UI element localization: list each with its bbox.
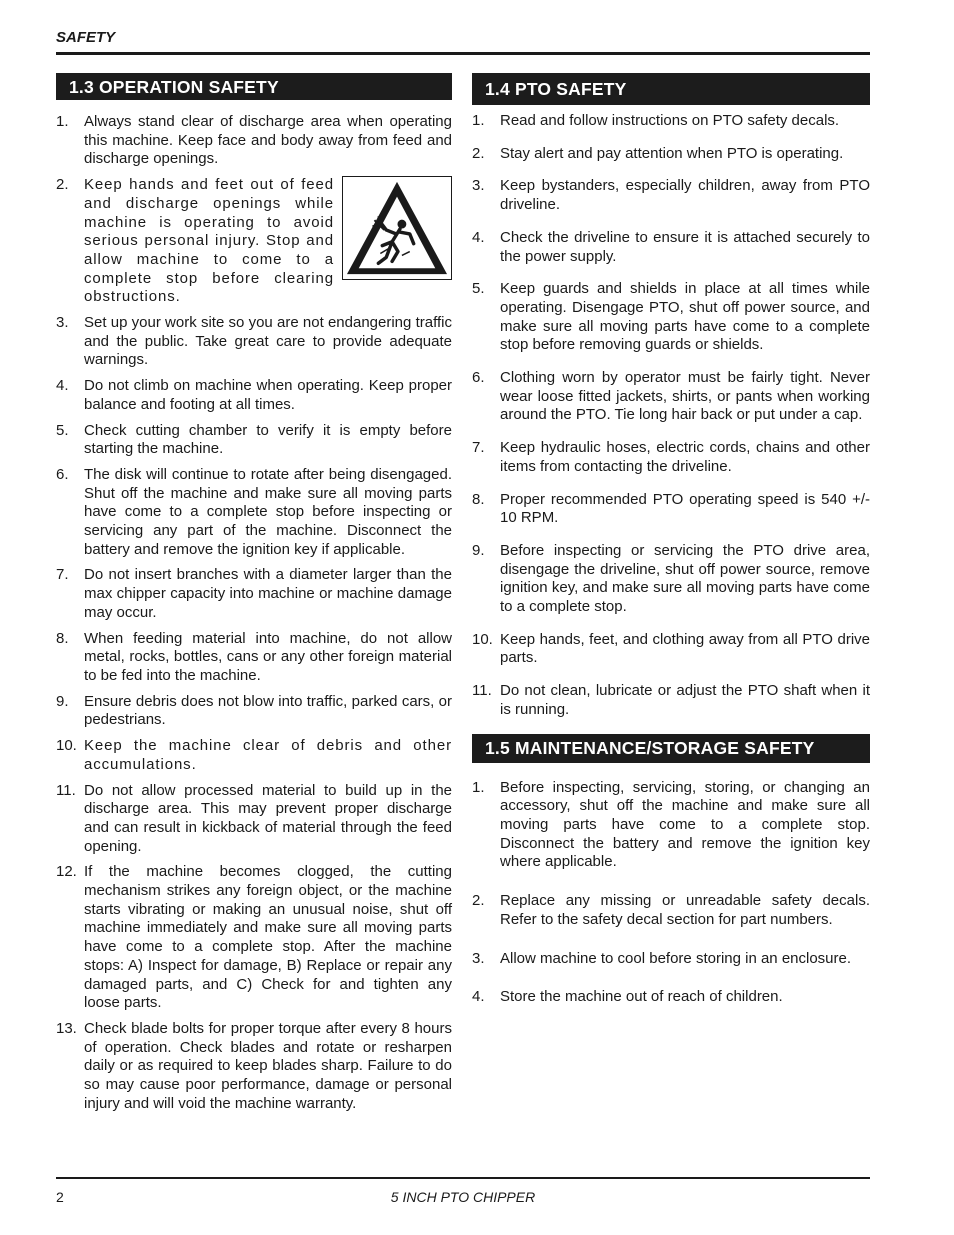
- item-number: 6.: [56, 465, 69, 483]
- item-number: 1.: [56, 113, 69, 130]
- item-text: If the machine becomes clogged, the cutting mechanism strikes any foreign object, or the machine starts vibrating or making an unusual noise, shut off machine immediately and make sure all moving parts have come to a complete stop. After the machine stops: A) Inspect for damage, B) Replace or repair any damaged parts, and C) Check for and tighten any loose parts.: [84, 863, 452, 1012]
- list-item: [472, 112, 870, 131]
- list-item: [472, 542, 870, 617]
- item-text: Store the machine out of reach of children.: [500, 988, 783, 1006]
- item-text: Check cutting chamber to verify it is empty before starting the machine.: [84, 421, 452, 458]
- item-text: Do not allow processed material to build up in the discharge area. This may prevent proper discharge and can result in kickback of material through the feed opening.: [84, 781, 452, 855]
- item-number: 12.: [56, 863, 77, 881]
- item-text: Check the driveline to ensure it is attached securely to the power supply.: [500, 228, 870, 265]
- item-number: 1.: [472, 778, 485, 796]
- list-item: [472, 779, 870, 873]
- entanglement-warning-icon: [342, 176, 452, 280]
- item-number: 10.: [56, 737, 77, 755]
- item-text: Do not insert branches with a diameter larger than the max chipper capacity into machine or machine damage may occur.: [84, 566, 452, 621]
- item-text: Replace any missing or unreadable safety decals. Refer to the safety decal section for part numbers.: [500, 892, 870, 928]
- item-text: Stay alert and pay attention when PTO is operating.: [500, 144, 844, 162]
- page-number: 2: [56, 1189, 64, 1205]
- list-item: [472, 229, 870, 266]
- right-column: [472, 73, 870, 1027]
- item-number: 11.: [472, 682, 492, 700]
- list-item: [56, 176, 452, 307]
- item-number: 13.: [56, 1019, 77, 1037]
- item-number: 7.: [472, 439, 485, 457]
- list-item: [56, 863, 452, 1013]
- list-item: [56, 693, 452, 730]
- item-number: 9.: [472, 541, 485, 559]
- header-rule: [56, 52, 870, 55]
- item-number: 4.: [56, 377, 69, 395]
- section-title-operation-safety: 1.3 OPERATION SAFETY: [56, 73, 452, 100]
- list-item: [472, 892, 870, 929]
- operation-safety-list: [56, 113, 452, 1113]
- maintenance-safety-list: [472, 779, 870, 1007]
- item-number: 5.: [472, 280, 485, 298]
- item-text: Clothing worn by operator must be fairly tight. Never wear loose fitted jackets, shirts, or pants when working around the PTO. Tie long hair back or put under a cap.: [500, 369, 870, 424]
- list-item: [472, 950, 870, 969]
- list-item: [472, 988, 870, 1007]
- item-number: 3.: [472, 949, 485, 967]
- list-item: [56, 314, 452, 370]
- item-number: 10.: [472, 630, 493, 648]
- item-text: Keep hands and feet out of feed and discharge openings while machine is operating to avoid serious personal injury. Stop and allow machine to come to a complete stop before clearing obstructions.: [84, 176, 334, 306]
- item-text: Before inspecting, servicing, storing, or changing an accessory, shut off the machine and make sure all moving parts have come to a complete stop. Disconnect the battery and remove the ignition key where applicable.: [500, 778, 870, 871]
- list-item: [472, 439, 870, 476]
- list-item: [56, 566, 452, 622]
- item-number: 4.: [472, 988, 485, 1006]
- list-item: [472, 369, 870, 425]
- item-text: Read and follow instructions on PTO safety decals.: [500, 112, 840, 129]
- operation-safety-section: [56, 73, 452, 1120]
- item-text: Do not climb on machine when operating. Keep proper balance and footing at all times.: [84, 377, 452, 413]
- item-text: Before inspecting or servicing the PTO drive area, disengage the driveline, shut off power source, remove ignition key, and make sure all moving parts have come to a complete stop.: [500, 541, 870, 616]
- list-item: [56, 782, 452, 857]
- item-number: 4.: [472, 228, 485, 246]
- item-text: Keep bystanders, especially children, away from PTO driveline.: [500, 177, 870, 214]
- list-item: [472, 145, 870, 164]
- item-number: 2.: [56, 176, 69, 194]
- list-item: [56, 377, 452, 414]
- list-item: [56, 466, 452, 560]
- item-text: Proper recommended PTO operating speed is 540 +/- 10 RPM.: [500, 490, 870, 527]
- list-item: [472, 682, 870, 719]
- list-item: [56, 113, 452, 169]
- item-text: When feeding material into machine, do not allow metal, rocks, bottles, cans or any other foreign material to be fed into the machine.: [84, 629, 452, 684]
- item-number: 2.: [472, 892, 485, 910]
- list-item: [472, 491, 870, 528]
- item-number: 5.: [56, 421, 69, 439]
- item-number: 11.: [56, 781, 76, 799]
- section-title-pto-safety: 1.4 PTO SAFETY: [472, 73, 870, 105]
- item-number: 3.: [472, 177, 485, 195]
- item-text: Check blade bolts for proper torque after every 8 hours of operation. Check blades and rotate or resharpen daily or as required to keep blades sharp. Failure to do so may cause poor performance, damage or personal injury and will void the machine warranty.: [84, 1019, 452, 1112]
- footer-rule: [56, 1177, 870, 1179]
- item-text-with-figure: [84, 176, 452, 307]
- item-text: Allow machine to cool before storing in an enclosure.: [500, 949, 852, 967]
- list-item: [472, 280, 870, 355]
- item-text: Keep hydraulic hoses, electric cords, chains and other items from contacting the driveline.: [500, 439, 870, 475]
- list-item: [472, 177, 870, 214]
- item-text: Set up your work site so you are not endangering traffic and the public. Take great care to provide adequate warnings.: [84, 314, 452, 369]
- item-number: 3.: [56, 314, 69, 332]
- item-number: 1.: [472, 112, 485, 129]
- item-number: 7.: [56, 566, 69, 584]
- section-title-maintenance-storage-safety: 1.5 MAINTENANCE/STORAGE SAFETY: [472, 734, 870, 763]
- list-item: [56, 737, 452, 774]
- list-item: [472, 631, 870, 668]
- item-number: 8.: [56, 629, 69, 647]
- item-text: Keep guards and shields in place at all times while operating. Disengage PTO, shut off power source, and make sure all moving parts have come to a complete stop before removing guards or shields.: [500, 280, 870, 354]
- item-text: Ensure debris does not blow into traffic, parked cars, or pedestrians.: [84, 692, 452, 729]
- item-text: Keep hands, feet, and clothing away from all PTO drive parts.: [500, 630, 870, 667]
- item-number: 6.: [472, 369, 485, 387]
- pto-safety-list: [472, 112, 870, 720]
- running-head: SAFETY: [56, 29, 116, 46]
- item-text: The disk will continue to rotate after being disengaged. Shut off the machine and make sure all moving parts have come to a complete stop before inspecting or servicing any part of the machine. Disconnect the battery and remove the ignition key if applicable.: [84, 465, 452, 558]
- item-number: 8.: [472, 490, 485, 508]
- list-item: [56, 422, 452, 459]
- item-number: 2.: [472, 144, 485, 162]
- list-item: [56, 630, 452, 686]
- footer-title: 5 INCH PTO CHIPPER: [390, 1189, 536, 1205]
- item-text: Do not clean, lubricate or adjust the PTO shaft when it is running.: [500, 682, 870, 718]
- item-text: Keep the machine clear of debris and other accumulations.: [84, 737, 452, 773]
- item-number: 9.: [56, 692, 69, 710]
- list-item: [56, 1020, 452, 1114]
- item-text: Always stand clear of discharge area when operating this machine. Keep face and body away from feed and discharge openings.: [84, 113, 452, 168]
